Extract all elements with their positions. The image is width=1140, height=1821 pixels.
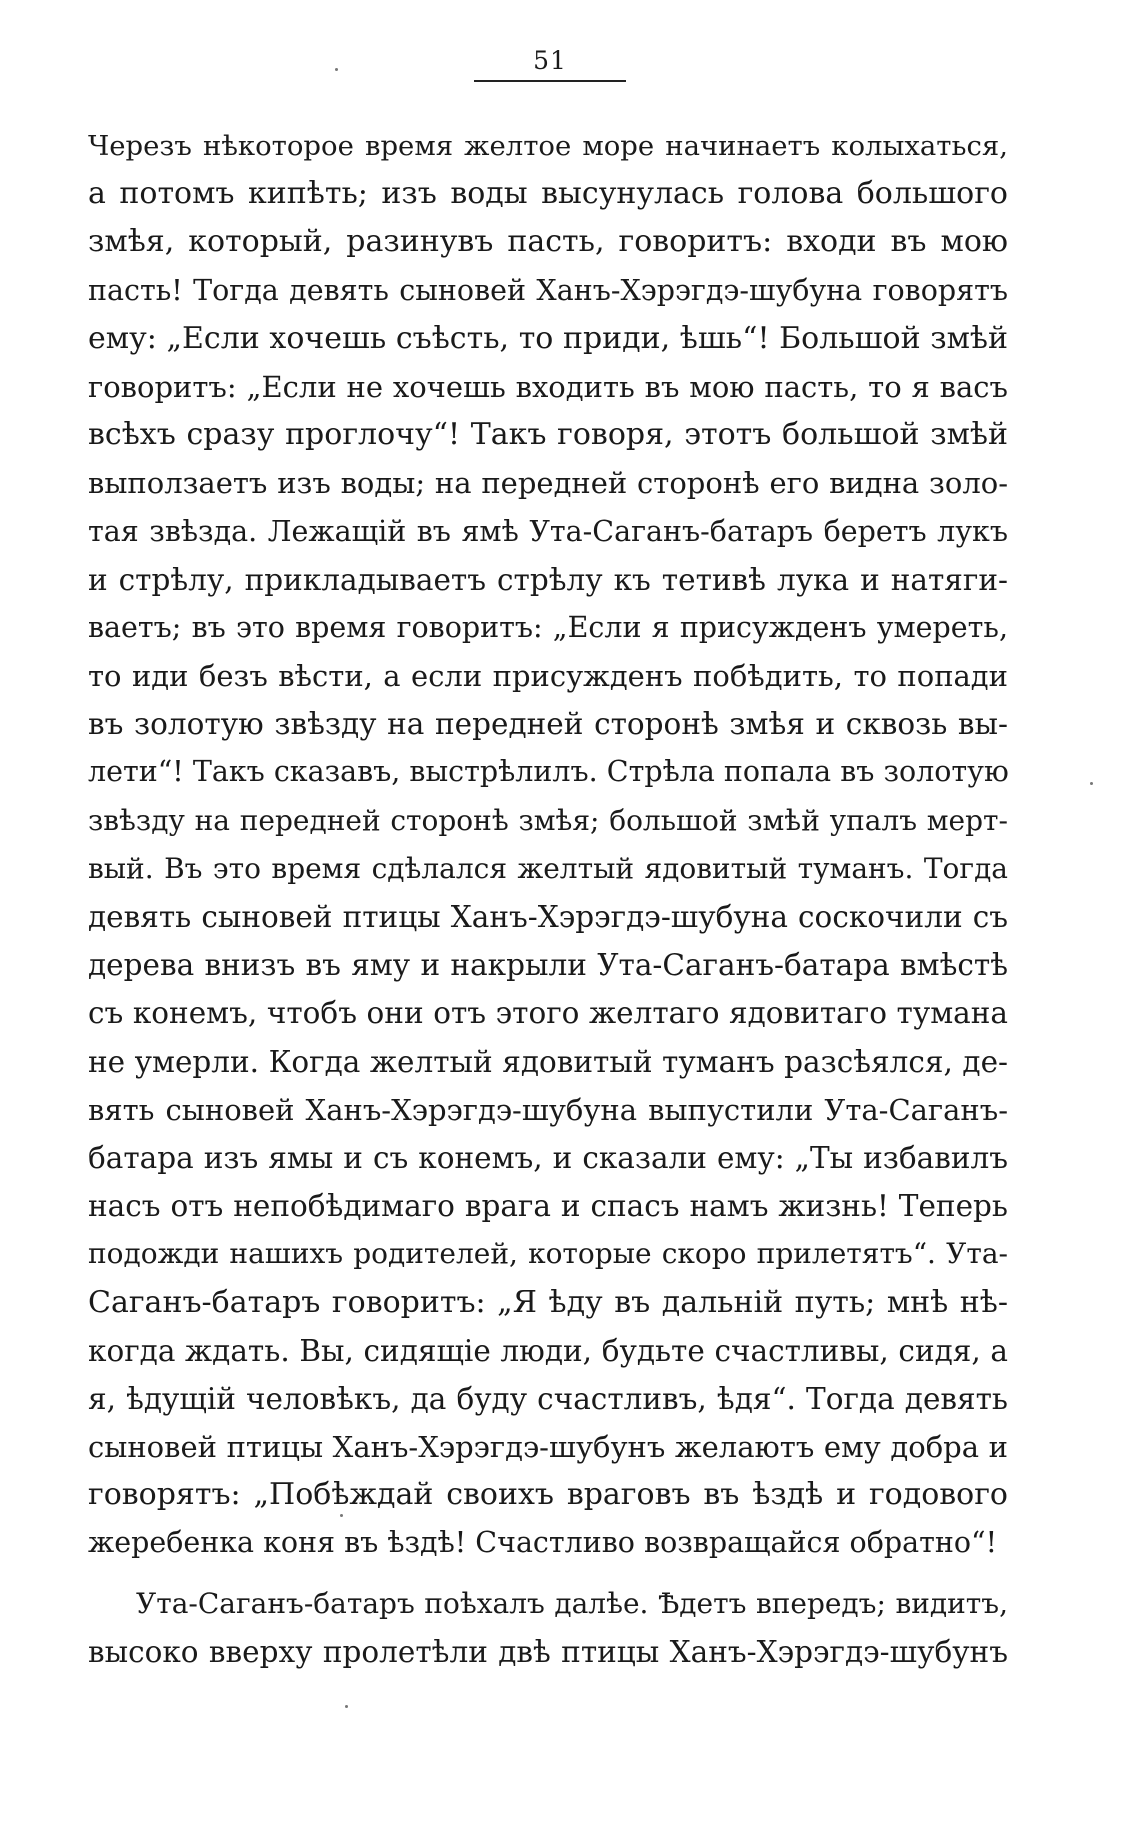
paragraph [88,1580,1008,1676]
text-line: всѣхъ сразу проглочу“! Такъ говоря, этотъ большой змѣй [88,417,1008,453]
text-line: говорятъ: „Побѣждай своихъ враговъ въ ѣздѣ и годового [88,1477,1008,1513]
paragraph-gap [88,1568,1008,1580]
text-line: тая звѣзда. Лежащій въ ямѣ Ута-Саганъ-батаръ беретъ лукъ [88,514,1008,548]
text-line: Черезъ нѣкоторое время желтое море начинаетъ колыхаться, [88,130,1008,162]
paragraph [88,122,1008,1568]
text-line: не умерли. Когда желтый ядовитый туманъ разсѣялся, де- [88,1044,1008,1079]
text-line: вый. Въ это время сдѣлался желтый ядовитый туманъ. Тогда [88,851,1008,885]
text-line: я, ѣдущій человѣкъ, да буду счастливъ, ѣдя“. Тогда девять [88,1381,1008,1416]
text-line: а потомъ кипѣть; изъ воды высунулась голова большого [88,176,1008,212]
text-line: и стрѣлу, прикладываетъ стрѣлу къ тетивѣ лука и натяги- [88,562,1008,597]
text-line: насъ отъ непобѣдимаго врага и спасъ намъ жизнь! Теперь [88,1189,1008,1224]
text-line: ваетъ; въ это время говоритъ: „Если я присужденъ умереть, [88,610,1008,644]
body-text [88,122,1008,1676]
text-line: змѣя, который, разинувъ пасть, говоритъ: входи въ мою [88,224,1008,260]
text-line: батара изъ ямы и съ конемъ, и сказали ему: „Ты избавилъ [88,1140,1008,1175]
header-rule [474,80,626,82]
text-line: когда ждать. Вы, сидящіе люди, будьте счастливы, сидя, а [88,1333,1008,1368]
text-line: лети“! Такъ сказавъ, выстрѣлилъ. Стрѣла попала въ золотую [88,755,1009,789]
text-line: высоко вверху пролетѣли двѣ птицы Ханъ-Хэрэгдэ-шубунъ [88,1634,1008,1669]
text-line: то иди безъ вѣсти, а если присужденъ побѣдить, то попади [88,659,1008,694]
text-line: говоритъ: „Если не хочешь входить въ мою пасть, то я васъ [88,369,1008,404]
text-line: дерева внизъ въ яму и накрыли Ута-Саганъ-батара вмѣстѣ [88,948,1008,983]
text-line: вять сыновей Ханъ-Хэрэгдэ-шубуна выпустили Ута-Саганъ- [88,1092,1008,1127]
text-line: выползаетъ изъ воды; на передней сторонѣ его видна золо- [88,466,1008,501]
text-line: ему: „Если хочешь съѣсть, то приди, ѣшь“! Большой змѣй [88,320,1008,356]
text-line: съ конемъ, чтобъ они отъ этого желтаго ядовитаго тумана [88,996,1008,1031]
text-line: звѣзду на передней сторонѣ змѣя; большой змѣй упалъ мерт- [88,803,1008,837]
text-line: сыновей птицы Ханъ-Хэрэгдэ-шубунъ желаютъ ему добра и [88,1430,1008,1465]
scan-speck [335,68,338,71]
scan-speck [1090,782,1093,785]
page-header [470,46,630,82]
text-line: подожди нашихъ родителей, которые скоро прилетятъ“. Ута- [88,1237,1008,1271]
text-line: въ золотую звѣзду на передней сторонѣ змѣя и сквозь вы- [88,707,1008,742]
text-line: Ута-Саганъ-батаръ поѣхалъ далѣе. Ѣдетъ впередъ; видитъ, [136,1586,1008,1620]
scan-speck [345,1705,348,1708]
text-line: жеребенка коня въ ѣздѣ! Счастливо возвращайся обратно“! [88,1526,998,1560]
text-line: пасть! Тогда девять сыновей Ханъ-Хэрэгдэ-шубуна говорятъ [88,273,1008,307]
text-line: Саганъ-батаръ говоритъ: „Я ѣду въ дальній путь; мнѣ нѣ- [88,1284,1008,1320]
text-line: девять сыновей птицы Ханъ-Хэрэгдэ-шубуна соскочили съ [88,900,1008,934]
page-number: 51 [533,46,567,75]
scan-speck [340,1514,343,1517]
